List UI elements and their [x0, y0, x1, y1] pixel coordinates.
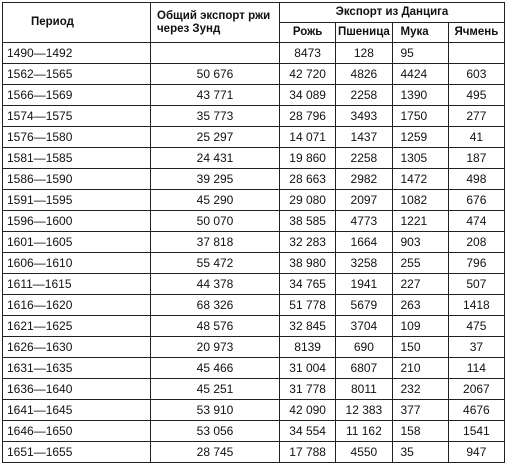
cell-barley: 947 — [448, 442, 504, 463]
cell-flour: 255 — [392, 253, 448, 274]
cell-rye: 38 585 — [280, 211, 336, 232]
cell-period: 1591—1595 — [3, 190, 151, 211]
cell-barley: 187 — [448, 148, 504, 169]
cell-flour: 109 — [392, 316, 448, 337]
cell-flour: 263 — [392, 295, 448, 316]
table-row — [3, 379, 505, 400]
header-danzig-export: Экспорт из Данцига — [280, 3, 505, 23]
cell-flour: 1259 — [392, 127, 448, 148]
cell-period: 1611—1615 — [3, 274, 151, 295]
cell-barley: 1541 — [448, 421, 504, 442]
table-row — [3, 274, 505, 295]
cell-rye: 31 004 — [280, 358, 336, 379]
cell-period: 1631—1635 — [3, 358, 151, 379]
cell-period: 1574—1575 — [3, 106, 151, 127]
cell-barley: 208 — [448, 232, 504, 253]
cell-barley: 474 — [448, 211, 504, 232]
cell-wheat: 5679 — [336, 295, 392, 316]
cell-total-export: 45 466 — [151, 358, 280, 379]
cell-flour: 227 — [392, 274, 448, 295]
cell-total-export: 45 251 — [151, 379, 280, 400]
cell-period: 1576—1580 — [3, 127, 151, 148]
cell-period: 1646—1650 — [3, 421, 151, 442]
cell-total-export: 39 295 — [151, 169, 280, 190]
cell-rye: 51 778 — [280, 295, 336, 316]
cell-flour: 377 — [392, 400, 448, 421]
cell-period: 1651—1655 — [3, 442, 151, 463]
table-header — [3, 3, 505, 43]
cell-wheat: 8011 — [336, 379, 392, 400]
table-row — [3, 316, 505, 337]
cell-barley: 676 — [448, 190, 504, 211]
cell-total-export: 55 472 — [151, 253, 280, 274]
cell-wheat: 2258 — [336, 85, 392, 106]
cell-total-export: 35 773 — [151, 106, 280, 127]
cell-rye: 34 765 — [280, 274, 336, 295]
header-rye: Рожь — [280, 23, 336, 43]
cell-period: 1641—1645 — [3, 400, 151, 421]
cell-rye: 28 663 — [280, 169, 336, 190]
cell-barley: 2067 — [448, 379, 504, 400]
cell-total-export: 53 056 — [151, 421, 280, 442]
cell-wheat: 12 383 — [336, 400, 392, 421]
table-row — [3, 358, 505, 379]
cell-barley: 498 — [448, 169, 504, 190]
cell-wheat: 1941 — [336, 274, 392, 295]
cell-barley: 37 — [448, 337, 504, 358]
cell-rye: 34 554 — [280, 421, 336, 442]
table-row — [3, 295, 505, 316]
cell-wheat: 690 — [336, 337, 392, 358]
cell-flour: 35 — [392, 442, 448, 463]
table-row — [3, 400, 505, 421]
cell-flour: 1305 — [392, 148, 448, 169]
cell-period: 1566—1569 — [3, 85, 151, 106]
cell-total-export: 45 290 — [151, 190, 280, 211]
cell-total-export: 25 297 — [151, 127, 280, 148]
table-row — [3, 232, 505, 253]
cell-flour: 1390 — [392, 85, 448, 106]
cell-flour: 158 — [392, 421, 448, 442]
table-body — [3, 43, 505, 463]
cell-rye: 42 720 — [280, 64, 336, 85]
cell-wheat: 3258 — [336, 253, 392, 274]
header-flour: Мука — [392, 23, 448, 43]
cell-period: 1636—1640 — [3, 379, 151, 400]
cell-flour: 1221 — [392, 211, 448, 232]
table-row — [3, 43, 505, 64]
table-row — [3, 127, 505, 148]
table-row — [3, 169, 505, 190]
cell-barley: 507 — [448, 274, 504, 295]
table-row — [3, 253, 505, 274]
cell-rye: 19 860 — [280, 148, 336, 169]
table-row — [3, 211, 505, 232]
cell-period: 1581—1585 — [3, 148, 151, 169]
header-wheat: Пшеница — [336, 23, 392, 43]
cell-period: 1621—1625 — [3, 316, 151, 337]
cell-barley: 475 — [448, 316, 504, 337]
cell-rye: 17 788 — [280, 442, 336, 463]
cell-total-export — [151, 43, 280, 64]
cell-period: 1596—1600 — [3, 211, 151, 232]
table-row — [3, 148, 505, 169]
cell-total-export: 44 378 — [151, 274, 280, 295]
cell-rye: 14 071 — [280, 127, 336, 148]
cell-rye: 28 796 — [280, 106, 336, 127]
cell-flour: 95 — [392, 43, 448, 64]
cell-total-export: 20 973 — [151, 337, 280, 358]
cell-barley: 277 — [448, 106, 504, 127]
cell-rye: 8473 — [280, 43, 336, 64]
cell-wheat: 2258 — [336, 148, 392, 169]
cell-flour: 903 — [392, 232, 448, 253]
cell-barley: 41 — [448, 127, 504, 148]
cell-total-export: 68 326 — [151, 295, 280, 316]
cell-barley: 114 — [448, 358, 504, 379]
cell-period: 1601—1605 — [3, 232, 151, 253]
cell-rye: 31 778 — [280, 379, 336, 400]
cell-total-export: 37 818 — [151, 232, 280, 253]
cell-flour: 4424 — [392, 64, 448, 85]
header-row-top — [3, 3, 505, 23]
table-row — [3, 442, 505, 463]
cell-barley: 1418 — [448, 295, 504, 316]
cell-total-export: 24 431 — [151, 148, 280, 169]
cell-flour: 150 — [392, 337, 448, 358]
cell-flour: 1082 — [392, 190, 448, 211]
header-barley: Ячмень — [448, 23, 504, 43]
cell-total-export: 50 070 — [151, 211, 280, 232]
cell-barley: 796 — [448, 253, 504, 274]
cell-barley: 495 — [448, 85, 504, 106]
cell-wheat: 1437 — [336, 127, 392, 148]
table-row — [3, 64, 505, 85]
cell-wheat: 3493 — [336, 106, 392, 127]
cell-rye: 8139 — [280, 337, 336, 358]
cell-period: 1606—1610 — [3, 253, 151, 274]
cell-total-export: 53 910 — [151, 400, 280, 421]
cell-wheat: 2097 — [336, 190, 392, 211]
cell-period: 1490—1492 — [3, 43, 151, 64]
cell-barley: 603 — [448, 64, 504, 85]
table-row — [3, 106, 505, 127]
cell-rye: 29 080 — [280, 190, 336, 211]
cell-period: 1586—1590 — [3, 169, 151, 190]
cell-flour: 210 — [392, 358, 448, 379]
header-total-export: Общий экспорт ржи через Зунд — [151, 3, 280, 43]
cell-wheat: 128 — [336, 43, 392, 64]
cell-rye: 38 980 — [280, 253, 336, 274]
cell-wheat: 1664 — [336, 232, 392, 253]
cell-wheat: 6807 — [336, 358, 392, 379]
cell-period: 1626—1630 — [3, 337, 151, 358]
cell-total-export: 50 676 — [151, 64, 280, 85]
export-table — [2, 2, 505, 463]
cell-period: 1616—1620 — [3, 295, 151, 316]
cell-rye: 42 090 — [280, 400, 336, 421]
cell-wheat: 2982 — [336, 169, 392, 190]
cell-wheat: 3704 — [336, 316, 392, 337]
cell-total-export: 48 576 — [151, 316, 280, 337]
cell-flour: 1750 — [392, 106, 448, 127]
table-row — [3, 85, 505, 106]
cell-flour: 1472 — [392, 169, 448, 190]
header-period: Период — [3, 3, 151, 43]
table-container — [2, 2, 505, 463]
cell-wheat: 4773 — [336, 211, 392, 232]
cell-wheat: 4550 — [336, 442, 392, 463]
cell-wheat: 11 162 — [336, 421, 392, 442]
cell-rye: 32 845 — [280, 316, 336, 337]
cell-total-export: 43 771 — [151, 85, 280, 106]
table-row — [3, 421, 505, 442]
cell-wheat: 4826 — [336, 64, 392, 85]
cell-period: 1562—1565 — [3, 64, 151, 85]
cell-barley: 4676 — [448, 400, 504, 421]
cell-flour: 232 — [392, 379, 448, 400]
cell-rye: 32 283 — [280, 232, 336, 253]
cell-total-export: 28 745 — [151, 442, 280, 463]
table-row — [3, 190, 505, 211]
cell-rye: 34 089 — [280, 85, 336, 106]
cell-barley — [448, 43, 504, 64]
table-row — [3, 337, 505, 358]
